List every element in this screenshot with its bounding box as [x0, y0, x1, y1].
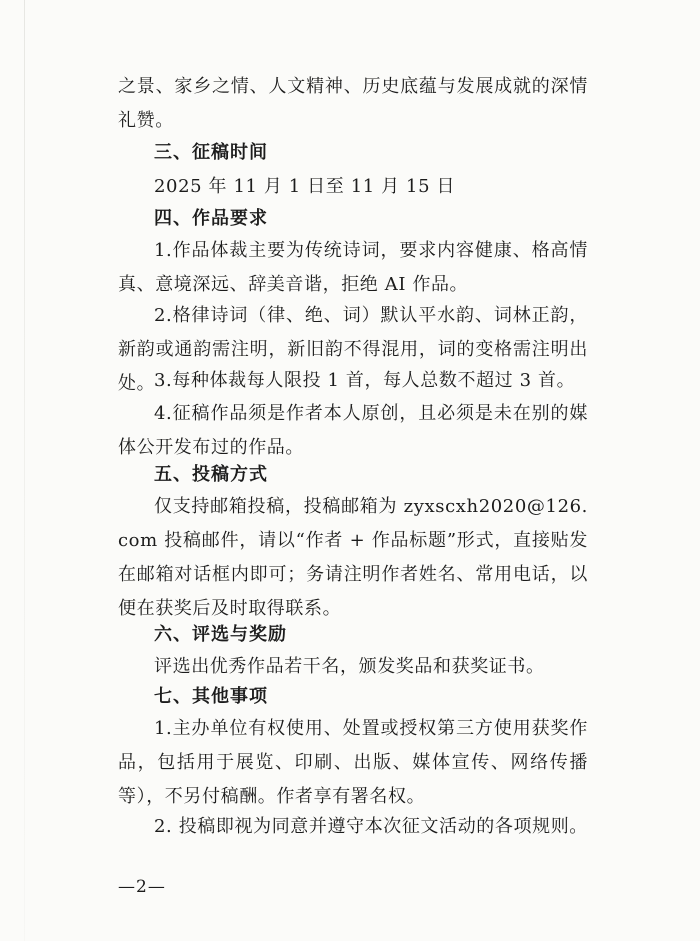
requirement-1-paragraph: 1.作品体裁主要为传统诗词，要求内容健康、格高情真、意境深远、辞美音谐，拒绝 AI 作品。 [118, 240, 588, 295]
awards-paragraph: 评选出优秀作品若干名，颁发奖品和获奖证书。 [154, 656, 545, 677]
heading-work-requirements: 四、作品要求 [154, 208, 268, 229]
intro-continuation-paragraph: 之景、家乡之情、人文精神、历史底蕴与发展成就的深情礼赞。 [118, 76, 588, 131]
other-matter-1-paragraph: 1.主办单位有权使用、处置或授权第三方使用获奖作品，包括用于展览、印刷、出版、媒体宣传、网络传播等），不另付稿酬。作者享有署名权。 [118, 718, 588, 807]
heading-judging-awards: 六、评选与奖励 [154, 624, 287, 645]
requirement-3-paragraph: 3.每种体裁每人限投 1 首，每人总数不超过 3 首。 [154, 370, 576, 391]
page-number: —2— [118, 877, 166, 897]
heading-other-matters: 七、其他事项 [154, 686, 268, 707]
submission-method-paragraph: 仅支持邮箱投稿，投稿邮箱为 zyxscxh2020@126.com 投稿邮件，请以“作者 + 作品标题”形式，直接贴发在邮箱对话框内即可；务请注明作者姓名、常用电话，以便在获奖后及时取得联系。 [118, 496, 588, 619]
scan-edge-shadow [24, 0, 25, 941]
heading-submission-time: 三、征稿时间 [154, 142, 268, 163]
heading-submission-method: 五、投稿方式 [154, 464, 268, 485]
requirement-2-paragraph: 2.格律诗词（律、绝、词）默认平水韵、词林正韵，新韵或通韵需注明，新旧韵不得混用，词的变格需注明出处。 [118, 305, 588, 394]
requirement-4-paragraph: 4.征稿作品须是作者本人原创，且必须是未在别的媒体公开发布过的作品。 [118, 403, 588, 458]
time-range-paragraph: 2025 年 11 月 1 日至 11 月 15 日 [154, 176, 456, 197]
other-matter-2-paragraph: 2. 投稿即视为同意并遵守本次征文活动的各项规则。 [154, 816, 588, 837]
